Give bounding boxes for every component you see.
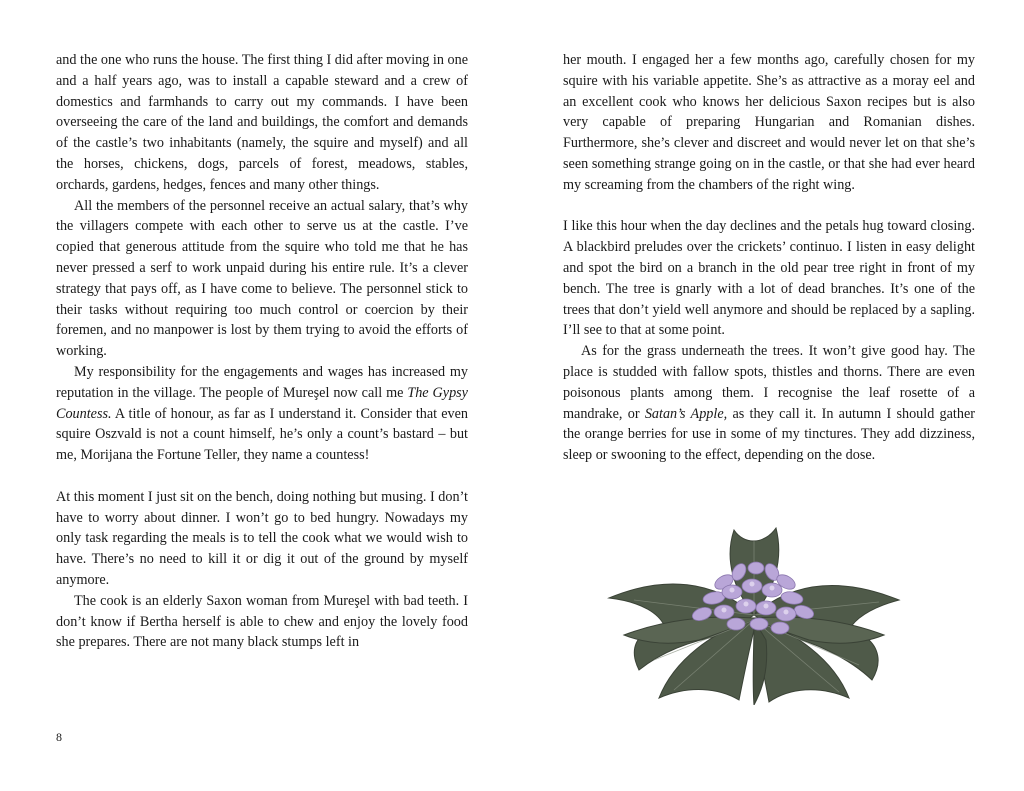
paragraph: At this moment I just sit on the bench, doing nothing but musing. I don’t have to worry about dinner. I won’t go to bed hungry. Nowadays my only task regarding the meals is to tell the cook what we would wish to have. There’s no need to kill it or dig it out of the ground by myself anymore. [56, 488, 468, 588]
mandrake-illustration [604, 520, 904, 705]
paragraph: and the one who runs the house. The first thing I did after moving in one and a half years ago, was to install a capable steward and a crew of domestics and farmhands to carry out my commands. I have been overseeing the care of the land and buildings, the comfort and demands of the castle’s two inhabitants (namely, the squire and myself) and all the horses, chickens, dogs, parcels of forest, meadows, stables, orchards, gardens, hedges, fences and many other things. [56, 52, 468, 193]
page-number: 8 [56, 730, 62, 744]
paragraph: I like this hour when the day declines and the petals hug toward closing. A blackbird preludes over the crickets’ continuo. I listen in easy delight and spot the bird on a branch in the old pear tree right in front of my bench. The tree is gnarly with a lot of dead branches. It’s one of the trees that don’t yield well anymore and should be replaced by a sapling. I’ll see to that at some point. [563, 218, 975, 339]
paragraph: her mouth. I engaged her a few months ago, carefully chosen for my squire with his variable appetite. She’s as attractive as a moray eel and an excellent cook who knows her delicious Saxon recipes but is also very capable of preparing Hungarian and Romanian dishes. Furthermore, she’s clever and discreet and would never let on that she’s seen something strange going on in the castle, or that she had ever heard my screaming from the chambers of the right wing. [563, 52, 975, 193]
section-break [563, 196, 975, 217]
paragraph-text: A title of honour, as far as I understand it. Consider that even squire Oszvald is not a count himself, he’s only a count’s bastard – but me, Morijana the Fortune Teller, they name a countess! [56, 405, 468, 464]
plant-name-italic: Satan’s Apple, [644, 405, 728, 422]
title-italic: The Gypsy Countess. [56, 384, 468, 422]
paragraph: The cook is an elderly Saxon woman from Mureşel with bad teeth. I don’t know if Bertha herself is able to chew and enjoy the lovely food she prepares. There are not many black stumps left in [56, 592, 468, 651]
paragraph-text: as they call it. In autumn I should gather the orange berries for use in some of my tinctures. They add dizziness, sleep or swooning to the effect, depending on the dose. [563, 405, 975, 464]
paragraph-text: As for the grass underneath the trees. It won’t give good hay. The place is studded with fallow spots, thistles and thorns. There are even poisonous plants among them. I recognise the leaf rosette of a mandrake, or [563, 343, 975, 422]
paragraph [56, 362, 468, 466]
paragraph: All the members of the personnel receive an actual salary, that’s why the villagers compete with each other to serve us at the castle. I’ve copied that generous attitude from the squire who told me that he has never pressed a serf to work unpaid during his entire rule. It’s a clever strategy that pays off, as I have come to believe. The personnel stick to their tasks without requiring too much control or coercion by their foremen, and no manpower is lost by them trying to avoid the efforts of working. [56, 197, 468, 360]
section-break [56, 466, 468, 487]
paragraph-text: My responsibility for the engagements and wages has increased my reputation in the village. The people of Mureşel now call me [56, 363, 468, 401]
paragraph [563, 341, 975, 466]
left-page-text [56, 50, 468, 653]
right-page-text [563, 50, 975, 466]
